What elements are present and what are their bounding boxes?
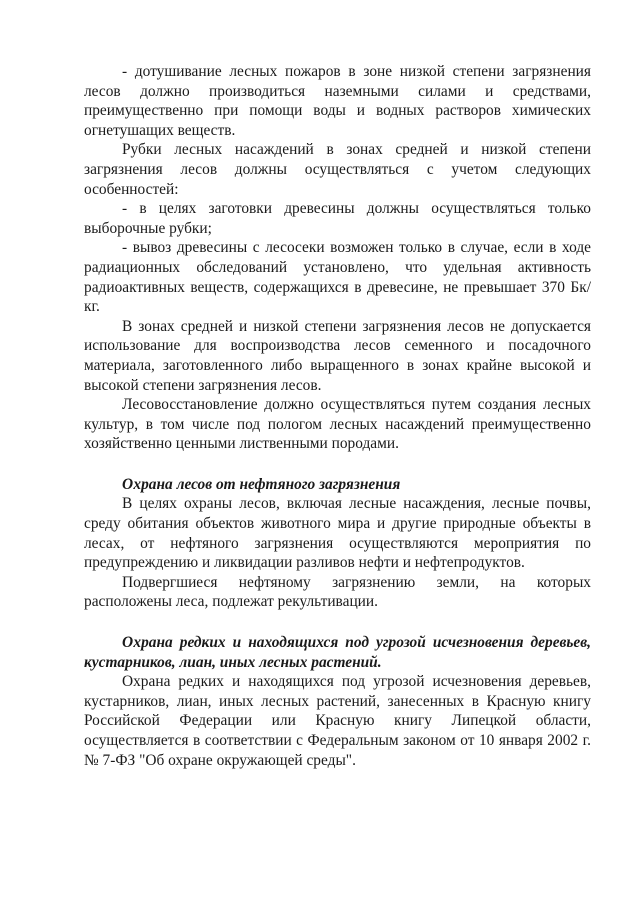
paragraph-rare-plants-protection: Охрана редких и находящихся под угрозой исчезновения деревьев, кустарников, лиан, иных лесных растений, занесенных в Красную книгу Российской Федерации или Красную книгу Липецкой области, осуществляется в соответствии с Федеральным законом от 10 января 2002 г.№ 7-ФЗ "Об охране окружающей среды". <box>84 673 591 769</box>
paragraph-reforestation: Лесовосстановление должно осуществляться путем создания лесных культур, в том числе под пологом лесных насаждений преимущественно хозяйственно ценными лиственными породами. <box>84 396 591 453</box>
document-page <box>84 62 591 770</box>
section-heading-rare-plants: Охрана редких и находящихся под угрозой исчезновения деревьев, кустарников, лиан, иных лесных растений. <box>84 634 591 671</box>
spacer <box>84 612 591 633</box>
paragraph-planting-material: В зонах средней и низкой степени загрязнения лесов не допускается использование для воспроизводства лесов семенного и посадочного материала, заготовленного либо выращенного в зонах крайне высокой и высокой степени загрязнения лесов. <box>84 317 591 394</box>
paragraph-logging-rules: Рубки лесных насаждений в зонах средней и низкой степени загрязнения лесов должны осуществляться с учетом следующих особенностей: <box>84 141 591 198</box>
paragraph-selective-logging: - в целях заготовки древесины должны осуществляться только выборочные рубки; <box>84 200 591 237</box>
section-heading-oil-pollution: Охрана лесов от нефтяного загрязнения <box>122 475 401 493</box>
spacer <box>84 454 591 475</box>
paragraph-wood-export: - вывоз древесины с лесосеки возможен только в случае, если в ходе радиационных обследований установлено, что удельная активность радиоактивных веществ, содержащихся в древесине, не превышает 370 Бк/кг. <box>84 239 591 316</box>
paragraph-oil-protection: В целях охраны лесов, включая лесные насаждения, лесные почвы, среду обитания объектов животного мира и другие природные объекты в лесах, от нефтяного загрязнения осуществляются мероприятия по предупреждению и ликвидации разливов нефти и нефтепродуктов. <box>84 495 591 572</box>
paragraph-recultivation: Подвергшиеся нефтяному загрязнению земли, на которых расположены леса, подлежат рекультивации. <box>84 573 591 611</box>
paragraph-fire-extinguishing: - дотушивание лесных пожаров в зоне низкой степени загрязнения лесов должно производиться наземными силами и средствами, преимущественно при помощи воды и водных растворов химических огнетушащих веществ. <box>84 63 591 139</box>
